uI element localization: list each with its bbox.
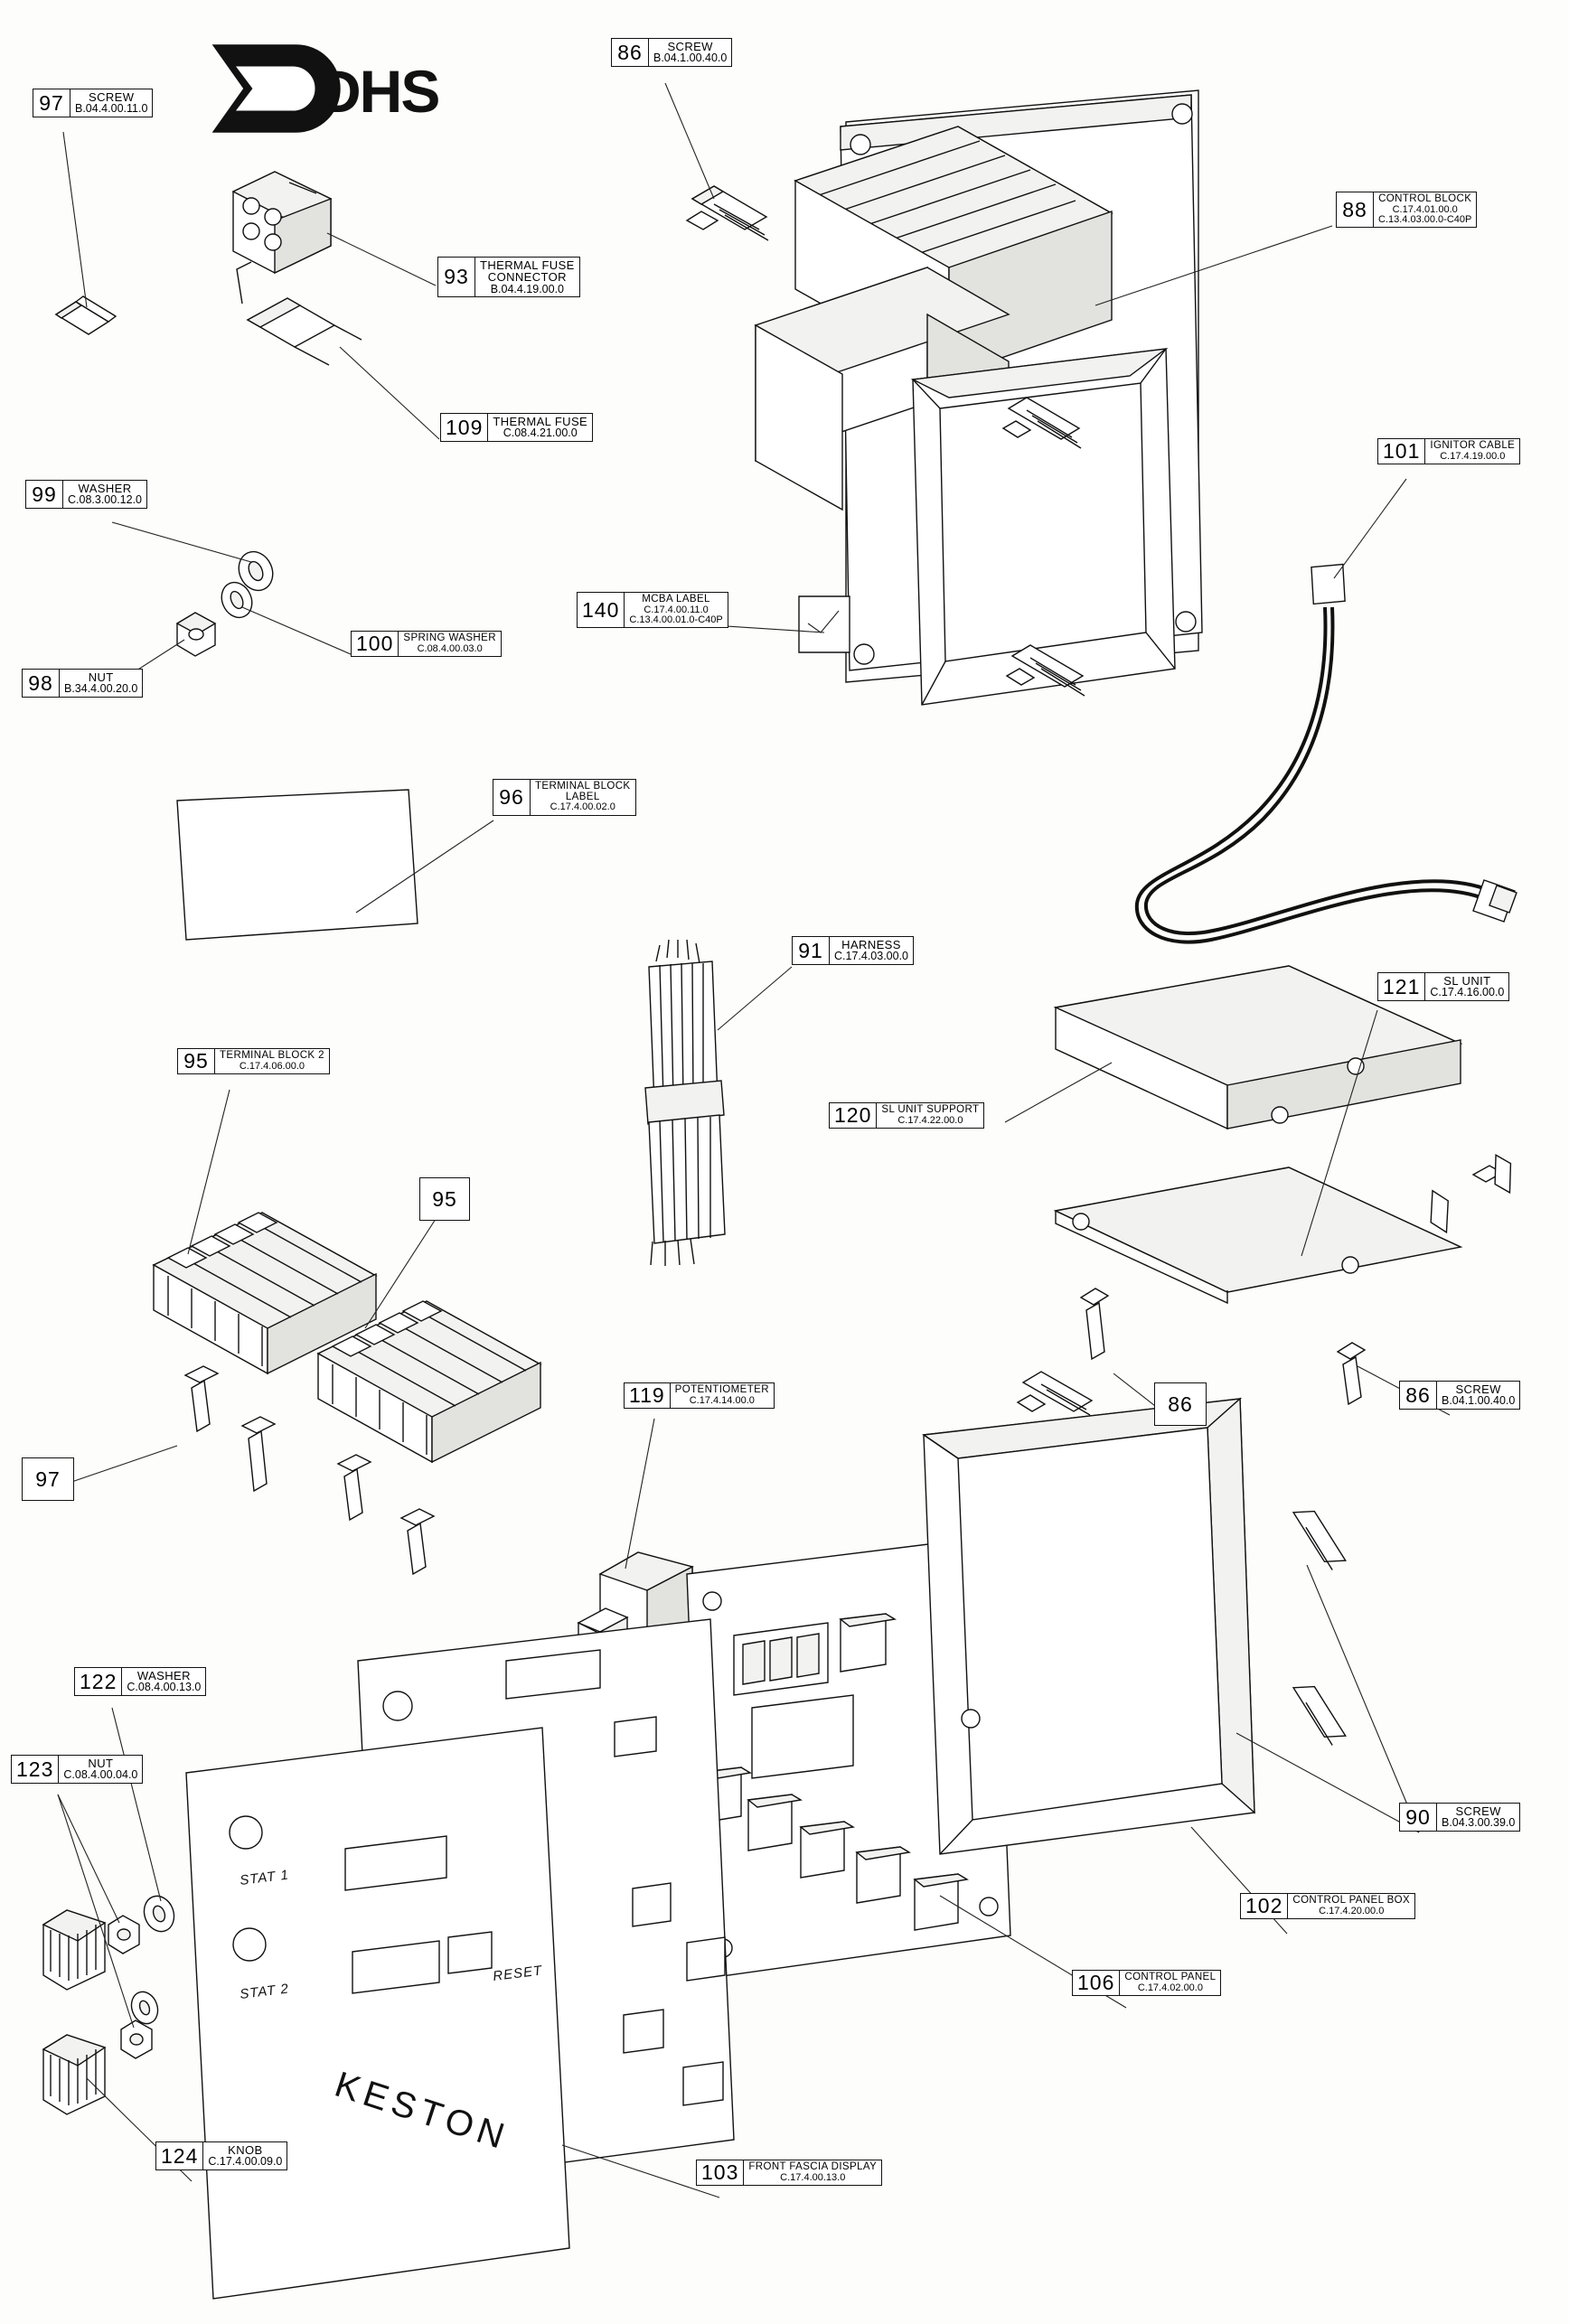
screw-97-top (56, 296, 116, 334)
callout-line2: B.04.3.00.39.0 (1442, 1816, 1516, 1830)
callout-line2: C.17.4.14.00.0 (689, 1394, 755, 1406)
callout-102-control-panel-box[interactable] (1240, 1893, 1415, 1919)
callout-number: 90 (1400, 1804, 1437, 1831)
callout-number: 120 (830, 1103, 877, 1128)
callout-line2: B.34.4.00.20.0 (64, 682, 138, 696)
callout-number: 86 (612, 39, 649, 66)
callout-124-knob[interactable] (155, 2141, 287, 2170)
keston-brand: KESTON (330, 2064, 514, 2159)
callout-90-screw[interactable] (1399, 1803, 1520, 1832)
screw-90-a (1280, 1503, 1359, 1570)
callout-number: 91 (793, 937, 830, 964)
callout-line1: POTENTIOMETER (674, 1384, 769, 1395)
callout-number: 106 (1073, 1971, 1120, 1995)
front-fascia-display-103 (186, 1619, 734, 2299)
callout-line1: CONTROL PANEL BOX (1292, 1895, 1411, 1906)
nut-123-a (108, 1916, 139, 1954)
callout-98-nut[interactable] (22, 669, 143, 698)
screw-86-mid (1018, 1372, 1092, 1415)
callout-line2: B.04.1.00.40.0 (653, 52, 728, 65)
callout-121-sl-unit[interactable] (1377, 972, 1509, 1001)
callout-number: 101 (1378, 439, 1425, 464)
screw-90-b (1280, 1678, 1359, 1746)
callout-line2: C.08.4.21.00.0 (503, 426, 578, 440)
callout-line1: NUT (88, 670, 114, 684)
callout-number: 124 (156, 2142, 203, 2169)
callout-97-ref[interactable] (22, 1457, 74, 1501)
callout-line1: SCREW (1455, 1804, 1501, 1818)
callout-line2: C.17.4.00.09.0 (208, 2155, 283, 2169)
callout-109-thermal-fuse[interactable] (440, 413, 593, 442)
screw-86-sl-a (1418, 1166, 1502, 1237)
callout-103-front-fascia-display[interactable] (696, 2160, 882, 2186)
callout-line1: CONTROL BLOCK (1378, 193, 1472, 204)
callout-number: 86 (1400, 1382, 1437, 1409)
control-panel-box-102 (924, 1399, 1254, 1854)
seven-segment-display (734, 1623, 828, 1695)
callout-106-control-panel[interactable] (1072, 1970, 1221, 1996)
callout-number: 98 (23, 670, 60, 697)
reset-label: RESET (492, 1963, 544, 1984)
screw-97-c (338, 1455, 371, 1520)
callout-91-harness[interactable] (792, 936, 914, 965)
screw-86-top (687, 186, 768, 240)
callout-88-control-block[interactable] (1336, 192, 1477, 228)
screw-97-b (242, 1417, 275, 1491)
callout-line2: C.08.4.00.13.0 (127, 1681, 202, 1694)
callout-86-screw-top[interactable] (611, 38, 732, 67)
callout-number: 103 (697, 2160, 744, 2185)
callout-86-screw-right[interactable] (1399, 1381, 1520, 1410)
callout-number: 96 (493, 780, 531, 815)
knob-124-a (43, 1910, 105, 1990)
callout-number: 109 (441, 414, 488, 441)
callout-93-thermal-fuse-connector[interactable] (437, 257, 580, 297)
callout-line1: CONTROL PANEL (1124, 1972, 1217, 1982)
callout-97-screw[interactable] (33, 89, 153, 117)
callout-86-ref[interactable] (1154, 1382, 1207, 1426)
callout-line2: C.08.4.00.03.0 (417, 642, 483, 654)
callout-line2: C.17.4.19.00.0 (1440, 450, 1506, 462)
callout-line1: MCBA LABEL (642, 594, 710, 604)
callout-number: 95 (432, 1186, 457, 1211)
callout-line1: SCREW (1455, 1382, 1501, 1396)
callout-number: 88 (1337, 192, 1374, 227)
callout-line3: B.04.4.19.00.0 (490, 282, 565, 295)
knob-124-b (43, 2035, 105, 2114)
callout-number: 119 (625, 1383, 671, 1408)
callout-number: 86 (1168, 1392, 1193, 1416)
callout-line1: SCREW (89, 90, 135, 104)
callout-line2: C.17.4.16.00.0 (1430, 986, 1505, 999)
mcba-label-140 (799, 596, 850, 652)
thermal-fuse-connector-93 (233, 172, 331, 273)
thermal-fuse-109 (237, 262, 362, 365)
callout-number: 122 (75, 1668, 122, 1695)
nut-123-b (121, 2020, 152, 2058)
callout-number: 102 (1241, 1894, 1288, 1918)
callout-line1: SCREW (667, 40, 713, 53)
callout-line2: C.08.4.00.04.0 (63, 1768, 138, 1782)
callout-95-ref[interactable] (419, 1177, 470, 1221)
callout-line2: C.17.4.20.00.0 (1319, 1905, 1385, 1916)
callout-line1: WASHER (136, 1669, 191, 1682)
screw-86-bottom-a (1081, 1289, 1108, 1359)
callout-line1: KNOB (228, 2143, 263, 2157)
callout-line1: TERMINAL BLOCK 2 (220, 1050, 324, 1061)
callout-line2: C.17.4.01.00.0 (1392, 203, 1458, 215)
dhs-logo-text: DHS (318, 58, 439, 125)
screw-97-a (185, 1366, 218, 1431)
callout-120-sl-unit-support[interactable] (829, 1102, 984, 1129)
callout-number: 95 (178, 1049, 215, 1073)
callout-line1: THERMAL FUSE (480, 258, 575, 272)
callout-line1: THERMAL FUSE (493, 415, 588, 428)
callout-95-terminal-block-2[interactable] (177, 1048, 330, 1074)
stat1-label: STAT 1 (239, 1867, 290, 1888)
callout-line2: C.08.3.00.12.0 (68, 493, 143, 507)
callout-line2: B.04.4.00.11.0 (75, 102, 148, 116)
callout-line1: HARNESS (841, 938, 901, 951)
callout-number: 97 (35, 1467, 61, 1491)
callout-line2: C.17.4.06.00.0 (239, 1060, 305, 1072)
callout-122-washer[interactable] (74, 1667, 206, 1696)
callout-100-spring-washer[interactable] (351, 631, 502, 657)
callout-line1: NUT (88, 1757, 114, 1770)
callout-line2: C.17.4.22.00.0 (897, 1114, 963, 1126)
callout-line1: SL UNIT SUPPORT (881, 1104, 980, 1115)
callout-line3: C.17.4.00.02.0 (550, 801, 615, 813)
callout-line3: C.13.4.00.01.0-C40P (629, 614, 723, 625)
nut-98 (177, 613, 215, 656)
callout-123-nut[interactable] (11, 1755, 143, 1784)
callout-101-ignitor-cable[interactable] (1377, 438, 1520, 464)
callout-number: 97 (33, 89, 70, 117)
callout-line2: B.04.1.00.40.0 (1442, 1394, 1516, 1408)
callout-line2: C.17.4.02.00.0 (1137, 1982, 1203, 1993)
callout-line1: SPRING WASHER (403, 633, 496, 643)
washer-122-a (139, 1892, 179, 1936)
callout-line2: LABEL (565, 791, 600, 802)
callout-number: 93 (438, 258, 475, 296)
callout-line1: WASHER (78, 482, 132, 495)
callout-number: 100 (352, 632, 399, 656)
terminal-block-label-96 (177, 790, 418, 940)
callout-line1: TERMINAL BLOCK (535, 781, 631, 792)
callout-96-terminal-block-label[interactable] (493, 779, 636, 816)
callout-line3: C.13.4.03.00.0-C40P (1378, 213, 1472, 225)
callout-number: 99 (26, 481, 63, 508)
callout-line1: FRONT FASCIA DISPLAY (748, 2161, 878, 2172)
harness-91 (645, 940, 725, 1266)
callout-line2: C.17.4.03.00.0 (834, 950, 909, 963)
washer-122-b (127, 1988, 163, 2027)
callout-number: 121 (1378, 973, 1425, 1000)
sl-unit-121 (1056, 1167, 1461, 1303)
callout-number: 140 (578, 593, 625, 627)
callout-140-mcba-label[interactable] (577, 592, 728, 628)
callout-99-washer[interactable] (25, 480, 147, 509)
callout-number: 123 (12, 1756, 59, 1783)
screw-97-d (401, 1509, 434, 1574)
screw-86-bottom-b (1338, 1343, 1365, 1404)
callout-line2: C.17.4.00.13.0 (780, 2171, 846, 2183)
callout-line2: C.17.4.00.11.0 (644, 604, 709, 615)
callout-119-potentiometer[interactable] (624, 1382, 775, 1409)
callout-line2: CONNECTOR (487, 270, 567, 285)
stat2-label: STAT 2 (239, 1981, 290, 2002)
callout-line1: IGNITOR CABLE (1430, 440, 1516, 451)
callout-line1: SL UNIT (1443, 974, 1491, 988)
